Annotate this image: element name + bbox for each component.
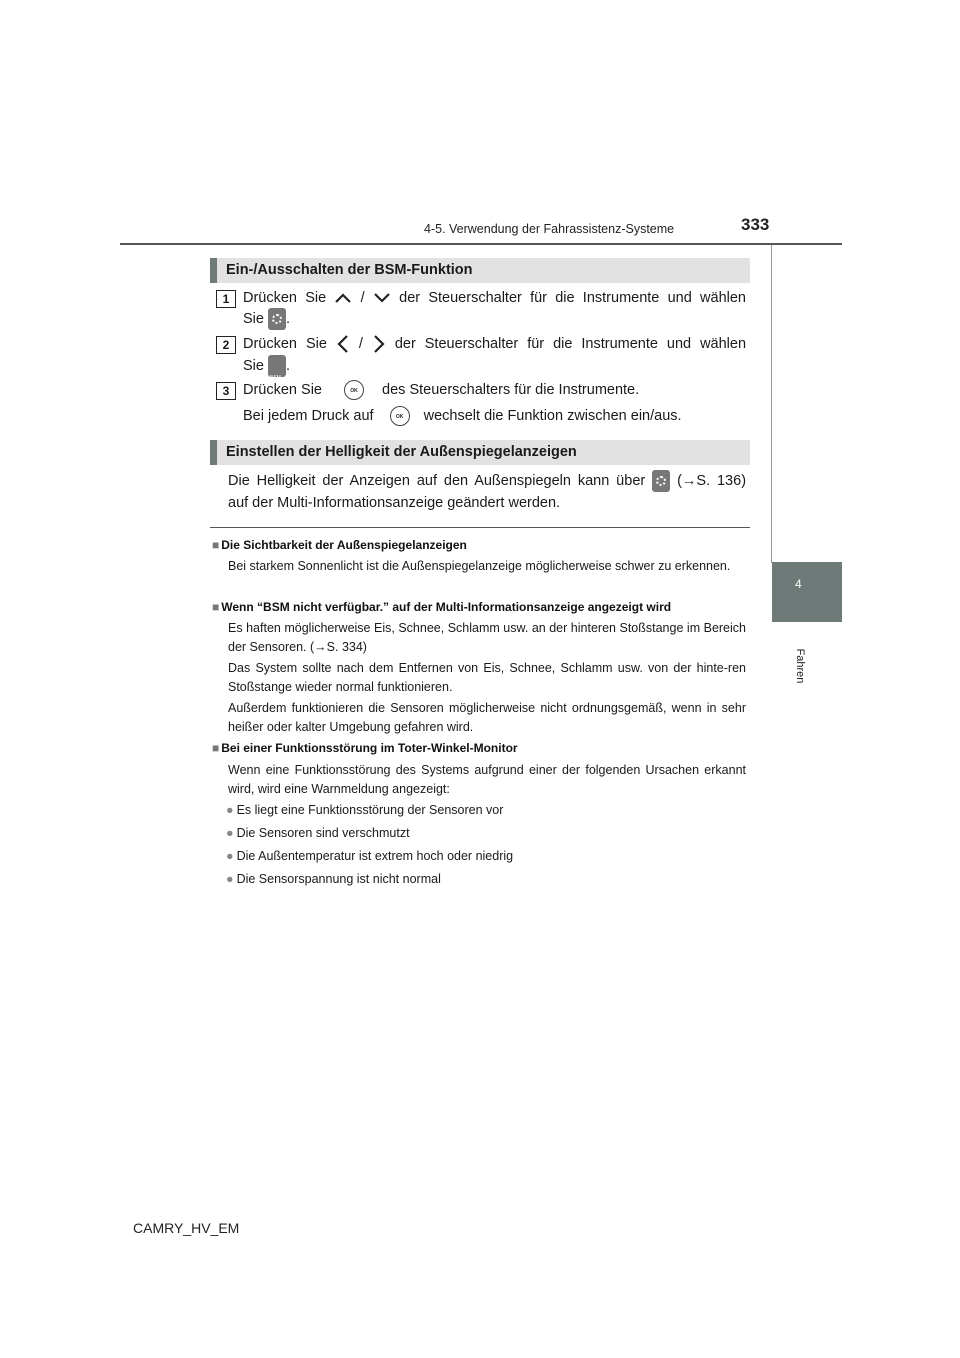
step-3-line-2 <box>243 405 682 428</box>
section-heading-bsm-toggle: Ein-/Ausschalten der BSM-Funktion <box>210 258 750 283</box>
step-2-text-c: Sie <box>243 358 264 374</box>
step-1-separator: / <box>360 290 365 306</box>
step-1-line-2 <box>243 308 290 331</box>
note-visibility-text: Bei starkem Sonnenlicht ist die Außenspiegelanzeige möglicherweise schwer zu erkennen. <box>228 559 731 573</box>
step-2-text-d: . <box>286 358 291 374</box>
gear-settings-icon <box>652 470 670 492</box>
header-rule <box>120 243 842 245</box>
side-rule <box>771 245 772 563</box>
step-number-3: 3 <box>216 382 236 400</box>
document-code: CAMRY_HV_EM <box>133 1220 240 1236</box>
note-title-visibility: ■ Die Sichtbarkeit der Außenspiegelanzeigen <box>212 538 467 552</box>
brightness-page-ref: (→S. 136) <box>677 473 747 489</box>
notes-divider <box>210 527 750 528</box>
list-item: ● Die Sensoren sind verschmutzt <box>226 826 410 840</box>
bsm-icon <box>268 355 286 377</box>
step-2-text-a: Drücken Sie <box>243 336 327 352</box>
chevron-left-icon <box>336 334 350 354</box>
step-1-text-d: . <box>286 311 291 327</box>
section-heading-mirror-brightness: Einstellen der Helligkeit der Außenspiegelanzeigen <box>210 440 750 465</box>
note-malfunction-text: Wenn eine Funktionsstörung des Systems aufgrund einer der folgenden Ursachen erkannt wird, wird eine Warnmeldung angezeigt: <box>228 763 746 796</box>
list-item: ● Die Außentemperatur ist extrem hoch oder niedrig <box>226 849 513 863</box>
brightness-text-a: Die Helligkeit der Anzeigen auf den Außenspiegeln kann über <box>228 473 646 489</box>
page-number: 333 <box>741 215 770 234</box>
step-1-line-1 <box>243 287 746 310</box>
note-bsm-unavailable-p3: Außerdem funktionieren die Sensoren möglicherweise nicht ordnungsgemäß, wenn in sehr heißer oder kalter Umgebung gefahren wird. <box>228 701 746 734</box>
step-1-text-c: Sie <box>243 311 264 327</box>
step-2-line-2 <box>243 355 290 378</box>
list-item: ● Die Sensorspannung ist nicht normal <box>226 872 441 886</box>
step-number-2: 2 <box>216 336 236 354</box>
gear-settings-icon <box>268 308 286 330</box>
step-number-1: 1 <box>216 290 236 308</box>
list-item: ● Es liegt eine Funktionsstörung der Sensoren vor <box>226 803 503 817</box>
step-3-text-d: wechselt die Funktion zwischen ein/aus. <box>423 408 682 424</box>
step-3-text-a: Drücken Sie <box>243 382 322 398</box>
note-bsm-unavailable-p2: Das System sollte nach dem Entfernen von Eis, Schnee, Schlamm usw. von der hinte-ren Stoßstange wieder normal funktionieren. <box>228 661 746 694</box>
note-title-malfunction: ■ Bei einer Funktionsstörung im Toter-Winkel-Monitor <box>212 741 518 755</box>
chevron-down-icon <box>373 292 391 304</box>
chapter-tab <box>772 562 842 622</box>
brightness-line-1 <box>228 470 746 493</box>
ok-button-icon: OK <box>344 380 364 400</box>
ok-button-icon: OK <box>390 406 410 426</box>
brightness-line-2: auf der Multi-Informationsanzeige geändert werden. <box>228 495 561 511</box>
step-1-text-b: der Steuerschalter für die Instrumente und wählen <box>399 290 746 306</box>
chevron-up-icon <box>334 292 352 304</box>
step-2-separator: / <box>358 336 363 352</box>
step-3-text-c: Bei jedem Druck auf <box>243 408 374 424</box>
chapter-number: 4 <box>795 577 802 591</box>
step-3-text-b: des Steuerschalters für die Instrumente. <box>382 382 640 398</box>
header-section-title: 4-5. Verwendung der Fahrassistenz-Systeme <box>424 222 675 236</box>
chapter-label: Fahren <box>794 648 806 684</box>
step-1-text-a: Drücken Sie <box>243 290 327 306</box>
note-bsm-unavailable-p1: Es haften möglicherweise Eis, Schnee, Schlamm usw. an der hinteren Stoßstange im Bereich der Sensoren. (→S. 334) <box>228 621 746 654</box>
step-2-line-1 <box>243 333 746 356</box>
chevron-right-icon <box>372 334 386 354</box>
note-title-bsm-unavailable: ■ Wenn “BSM nicht verfügbar.” auf der Multi-Informationsanzeige angezeigt wird <box>212 600 671 614</box>
step-2-text-b: der Steuerschalter für die Instrumente und wählen <box>394 336 747 352</box>
step-3-line-1 <box>243 379 639 402</box>
